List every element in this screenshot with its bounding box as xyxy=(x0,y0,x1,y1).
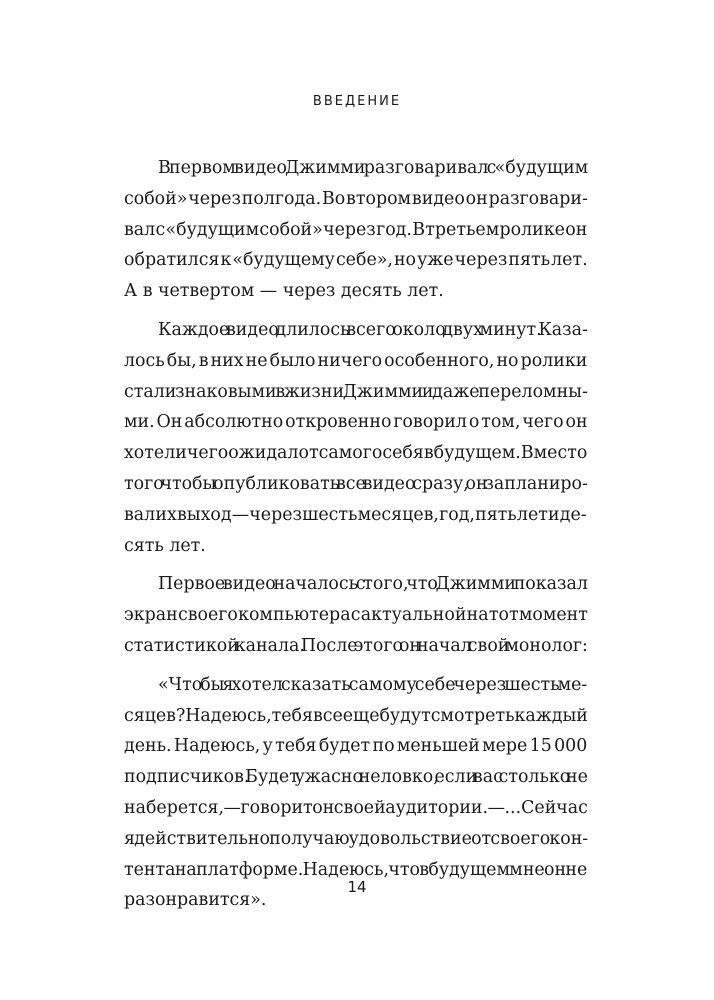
text-line: Первое видео началось с того, что Джимми показал xyxy=(158,574,588,595)
text-line: В первом видео Джимми разговаривал с «будущим xyxy=(158,158,589,178)
text-line: день. Надеюсь, у тебя будет по меньшей мере 15 000 xyxy=(124,736,588,757)
body-text xyxy=(124,153,590,916)
text-line: экран своего компьютера с актуальной на тот момент xyxy=(124,605,588,626)
text-line: разонравится». xyxy=(124,890,267,911)
text-line: тента на платформе. Надеюсь, что в будущем мне он не xyxy=(124,859,588,880)
text-line: того чтобы опубликовать все видео сразу, он запланиро- xyxy=(124,473,588,494)
text-line: сяцев? Надеюсь, тебя все еще будут смотреть каждый xyxy=(124,705,588,726)
text-line: собой» через полгода. Во втором видео он разговари- xyxy=(124,188,588,209)
text-line: я действительно получаю удовольствие от своего кон- xyxy=(124,828,589,849)
text-line: наберется, — говорит он своей аудитории. — ...Сейчас xyxy=(124,797,588,818)
text-line: «Что бы я хотел сказать самому себе через шесть ме- xyxy=(158,674,588,695)
text-line: ми. Он абсолютно откровенно говорил о том, чего он xyxy=(124,412,588,433)
text-line: вал с «будущим собой» через год. В третьем ролике он xyxy=(124,219,588,240)
text-line: сять лет. xyxy=(124,535,206,556)
text-line: лось бы, в них не было ничего особенного, но ролики xyxy=(124,350,588,371)
text-line: Каждое видео длилось всего около двух минут. Каза- xyxy=(158,319,588,340)
page-number: 14 xyxy=(347,878,367,896)
text-line: хотел и чего ожидал от самого себя в будущем. Вместо xyxy=(124,443,588,464)
text-line: вал их выход — через шесть месяцев, год, пять лет и де- xyxy=(124,504,587,525)
text-line: А в четвертом — через десять лет. xyxy=(124,281,444,302)
running-head: ВВЕДЕНИЕ xyxy=(312,94,402,109)
text-line: обратился к «будущему себе», но уже через пять лет. xyxy=(124,250,588,271)
text-line: подписчиков. Будет ужасно неловко, если вас столько не xyxy=(124,767,588,788)
text-line: статистикой канала. После этого он начал свой монолог: xyxy=(124,635,588,656)
text-line: стали знаковыми в жизни Джимми и даже переломны- xyxy=(124,381,588,402)
